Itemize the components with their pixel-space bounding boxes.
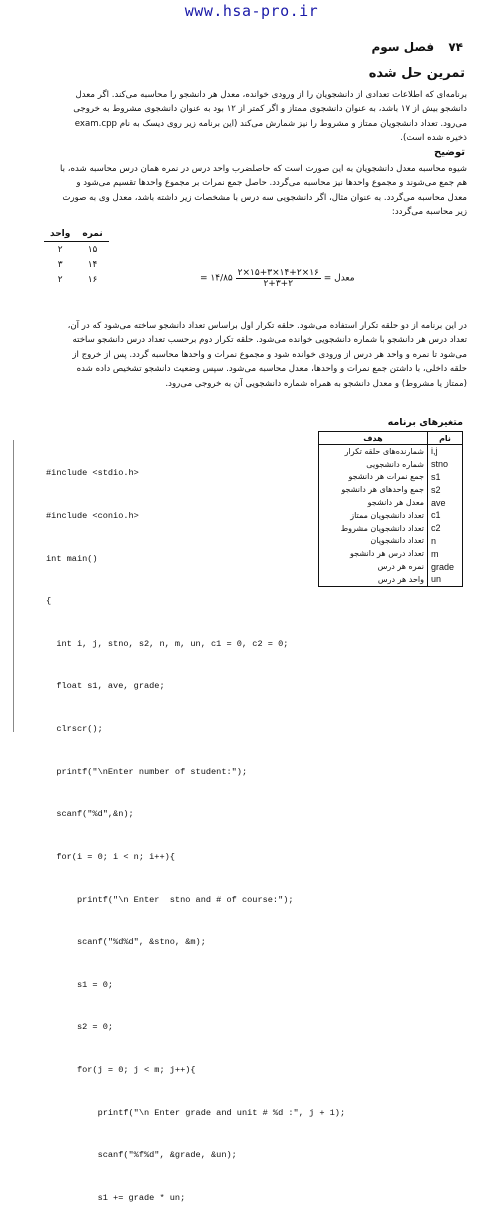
explanation-line: هم جمع می‌شوند و مجموع واحدها نیز محاسبه می‌گردد. حاصل جمع نمرات بر مجموع واحدها تقسیم می‌شود و <box>76 178 467 189</box>
explanation-line: معدل محاسبه می‌گردد. به عنوان مثال، اگر دانشجویی سه درس با مشخصات زیر داشته باشد، معدل وی به صورت <box>62 192 467 203</box>
code-line: float s1, ave, grade; <box>46 681 165 692</box>
variables-title: متغیرهای برنامه <box>387 417 463 428</box>
cell-grade: ۱۶ <box>87 274 98 285</box>
var-purpose: نمره هر درس <box>319 560 428 573</box>
page-header <box>371 40 463 54</box>
code-line: s1 = 0; <box>46 979 114 990</box>
average-formula <box>200 268 355 289</box>
code-line: scanf("%f%d", &grade, &un); <box>46 1150 237 1161</box>
cell-unit: ۲ <box>57 274 63 285</box>
code-line: int main() <box>46 553 98 564</box>
code-line: for(i = 0; i < n; i++){ <box>46 851 175 862</box>
var-name: c1 <box>428 509 463 522</box>
code-line: clrscr(); <box>46 724 103 735</box>
var-purpose: تعداد دانشجویان مشروط <box>319 522 428 535</box>
code-line: #include <stdio.h> <box>46 468 139 479</box>
section-title: تمرین حل شده <box>368 66 465 81</box>
problem-line: ذخیره شده است). <box>400 133 467 144</box>
problem-line: می‌رود. تعداد دانشجویان ممتاز و مشروط را نیز شمارش می‌کند (این برنامه زیر روی دیسک به نام exam.cpp <box>74 118 467 129</box>
analysis-line: می‌شود تا نمره و واحد هر درس از ورودی خوانده شود و مجموع نمرات و واحدها محاسبه گردد. پس از خروج از <box>72 349 467 360</box>
code-line: scanf("%d%d", &stno, &m); <box>46 937 206 948</box>
cell-grade: ۱۵ <box>87 244 98 255</box>
explanation-line: شیوه محاسبه معدل دانشجویان به این صورت است که حاصلضرب واحد درس در نمره همان درس محاسبه شده، با <box>59 164 467 174</box>
var-purpose: تعداد درس هر دانشجو <box>319 547 428 560</box>
col-header-unit: واحد <box>44 226 76 242</box>
table-row <box>319 560 463 573</box>
table-row <box>319 547 463 560</box>
analysis-line: در این برنامه از دو حلقه تکرار استفاده می‌شود. حلقه تکرار اول براساس تعداد دانشجو ساخته می‌شود که در آن، <box>67 321 467 331</box>
var-name: un <box>428 573 463 586</box>
col-header-purpose: هدف <box>319 432 428 445</box>
chapter-title: فصل سوم <box>371 40 435 54</box>
code-line: printf("\nEnter number of student:"); <box>46 766 248 777</box>
var-purpose: جمع نمرات هر دانشجو <box>319 471 428 484</box>
table-row <box>319 445 463 458</box>
cell-grade: ۱۴ <box>87 259 98 270</box>
page-number: ۷۴ <box>448 40 463 54</box>
table-row <box>44 242 109 258</box>
table-row <box>319 483 463 496</box>
formula-label: معدل = <box>323 273 355 284</box>
var-name: stno <box>428 458 463 471</box>
var-purpose: معدل هر دانشجو <box>319 496 428 509</box>
var-name: ave <box>428 496 463 509</box>
table-row <box>44 272 109 287</box>
col-header-name: نام <box>428 432 463 445</box>
col-header-grade: نمره <box>76 226 108 242</box>
explanation-paragraph <box>27 162 467 220</box>
explanation-line: زیر محاسبه می‌گردد: <box>391 207 467 218</box>
var-purpose: واحد هر درس <box>319 573 428 586</box>
var-purpose: شماره دانشجویی <box>319 458 428 471</box>
example-table <box>44 226 109 287</box>
problem-paragraph <box>27 88 467 146</box>
formula-denominator: ۲+۳+۲ <box>263 279 294 289</box>
margin-rule <box>13 440 14 732</box>
code-listing <box>46 438 345 1219</box>
var-name: m <box>428 547 463 560</box>
table-row <box>319 471 463 484</box>
cell-unit: ۲ <box>57 244 63 255</box>
problem-line: برنامه‌ای که اطلاعات تعدادی از دانشجویان را از ورودی خوانده، معدل هر دانشجو را محاسبه می‌کند. اگر معدل <box>75 90 467 100</box>
code-line: for(j = 0; j < m; j++){ <box>46 1064 196 1075</box>
var-name: grade <box>428 560 463 573</box>
code-line: printf("\n Enter stno and # of course:"); <box>46 894 294 905</box>
code-line: #include <conio.h> <box>46 511 139 522</box>
formula-result: = ۱۴/۸۵ <box>200 273 233 284</box>
table-row <box>319 458 463 471</box>
var-name: n <box>428 535 463 548</box>
table-row <box>319 522 463 535</box>
var-name: s1 <box>428 471 463 484</box>
formula-numerator: ۲×۱۵+۳×۱۴+۲×۱۶ <box>237 268 319 278</box>
analysis-line: حلقه داخلی، با داشتن جمع نمرات و واحدها، معدل محاسبه می‌شود. سپس وضعیت دانشجو تشخیص داده شده <box>76 364 467 375</box>
watermark-url: www.hsa-pro.ir <box>184 2 319 20</box>
cell-unit: ۳ <box>57 259 63 270</box>
table-row <box>319 509 463 522</box>
code-line: s1 += grade * un; <box>46 1192 186 1203</box>
analysis-line: (ممتاز یا مشروط) و معدل دانشجو به همراه شماره دانشجویی آن به خروجی می‌رود. <box>165 378 467 389</box>
table-row <box>44 257 109 272</box>
var-name: s2 <box>428 483 463 496</box>
var-purpose: شمارنده‌های حلقه تکرار <box>319 445 428 458</box>
code-line: scanf("%d",&n); <box>46 809 134 820</box>
var-name: i,j <box>428 445 463 458</box>
var-name: c2 <box>428 522 463 535</box>
var-purpose: جمع واحدهای هر دانشجو <box>319 483 428 496</box>
explanation-title: توضیح <box>434 147 465 158</box>
table-row <box>319 573 463 586</box>
var-purpose: تعداد دانشجویان ممتاز <box>319 509 428 522</box>
variables-table <box>318 431 463 587</box>
problem-line: دانشجو بیش از ۱۷ باشد، به عنوان دانشجوی ممتاز و اگر کمتر از ۱۲ بود به عنوان دانشجوی مشروط به خروجی <box>73 104 467 115</box>
code-line: { <box>46 596 52 607</box>
table-row <box>319 496 463 509</box>
code-line: int i, j, stno, s2, n, m, un, c1 = 0, c2 = 0; <box>46 638 289 649</box>
code-line: s2 = 0; <box>46 1022 114 1033</box>
formula-fraction <box>236 268 321 289</box>
var-purpose: تعداد دانشجویان <box>319 535 428 548</box>
code-line: printf("\n Enter grade and unit # %d :", j + 1); <box>46 1107 346 1118</box>
table-row <box>319 535 463 548</box>
analysis-line: تعداد درس هر دانشجو با شماره دانشجویی خوانده می‌شود. حلقه تکرار دوم برحسب تعداد درس دانشجو ساخته <box>72 335 467 346</box>
analysis-paragraph <box>27 319 467 391</box>
